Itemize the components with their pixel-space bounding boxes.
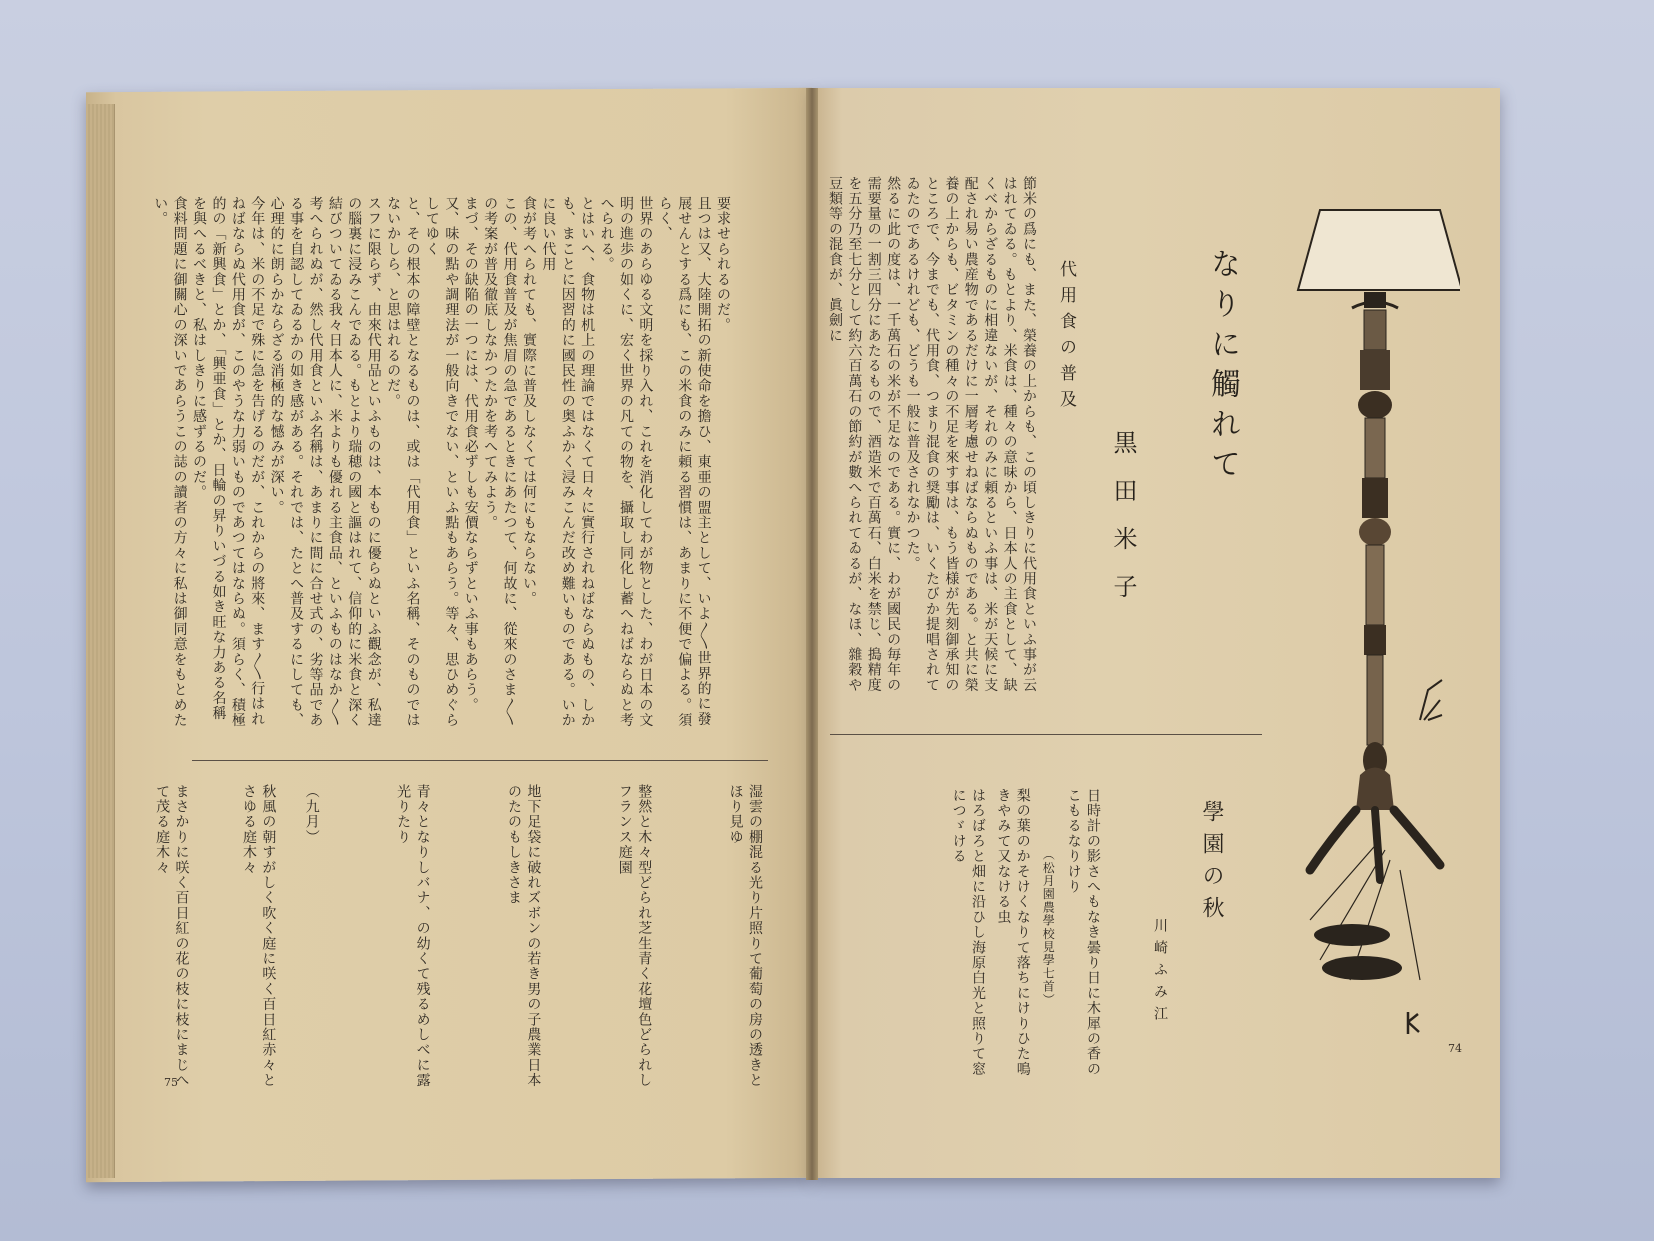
poem-line: 地下足袋に破れズボンの若き男の子農業日本のたのもしきさま bbox=[505, 784, 542, 1088]
paragraph: とはいへ、食物は机上の理論ではなくて日々に實行されねばならぬもの、しかも、まことに因習的に國民性の奥ふかく浸みこんだ改め難いものである。いかに良い代用 bbox=[540, 196, 596, 728]
poem-line: 整然と木々型どられ芝生青く花壇色どられしフランス庭園 bbox=[616, 784, 653, 1088]
page-number-right: 74 bbox=[1448, 1042, 1462, 1055]
divider-line bbox=[192, 760, 768, 761]
poem-line: 日時計の影さへもなき曇り日に木犀の香のこもるなりけり bbox=[1065, 788, 1101, 1077]
poem-line: 梨の葉のかそけくなりて落ちにけりひた鳴きやみて又なける虫 bbox=[995, 788, 1031, 1077]
page-edge-stack bbox=[86, 104, 115, 1178]
article-author: 黒田米子 bbox=[1109, 430, 1137, 622]
poem-note: （松月園農學校見學七首） bbox=[1041, 848, 1056, 1007]
poem-line: 湿雲の棚混る光り片照りて葡萄の房の透きとほり見ゆ bbox=[727, 784, 763, 1088]
paragraph: 世界のあらゆる文明を採り入れ、これを消化してわが物とした、わが日本の文明の進歩の如くに、宏く世界の凡ての物を、攝取し同化し蓄へねばならぬと考へられる。 bbox=[598, 196, 654, 728]
paragraph: まづ、その缺陥の一つには、代用食必ずしも安價ならずといふ事もあらう。又、味の點や調理法が一般向きでない、といふ點もあらう。等々、思ひめぐらしてゆく bbox=[423, 196, 479, 728]
left-article-body bbox=[152, 196, 732, 736]
illustrator-signature bbox=[1404, 1010, 1424, 1036]
paragraph: スフに限らず、由來代用品といふものは、本ものに優らぬといふ觀念が、私達の腦裏に浸みこんでゐる。もとより瑞穂の國と謳はれて、信仰的に米食と深く結びついてゐる我々日本人に、米よりも優れる主食品、といふものはなか〳〵考へられぬが、然し代用食といふ名稱は、あまりに間に合せ式の、劣等品である事を自認してゐるかの如き感がある。それでは、たとへ普及するにしても、心理的に朗らかならざる消極的な憾みが深い。 bbox=[268, 196, 382, 728]
poem-line: はろばろと畑に沿ひし海原白光と照りて窓につゞける bbox=[950, 788, 986, 1077]
lamp-illustration bbox=[1290, 200, 1460, 1050]
paragraph: と、その根本の障壁となるものは、或は「代用食」といふ名稱、そのものではないかしら、と思はれるのだ。 bbox=[385, 196, 421, 728]
poem-title: 學園の秋 bbox=[1199, 800, 1224, 928]
poem-author: 川崎ふみ江 bbox=[1152, 918, 1168, 1028]
paragraph: 今年は、米の不足で殊に急を告げるのだが、これからの將來、ます〳〵行はれねばならぬ代用食が、このやうな力弱いものであつてはならぬ。須らく、積極的の「新興食」とか、「興亜食」とか、日輪の昇りいづる如き旺な力ある名稱を與へるべきと、私はしきりに感ずるのだ。 bbox=[191, 196, 266, 728]
paragraph: この、代用食普及が焦眉の急であるときにあたつて、何故に、從來のさま〳〵の考案が普及徹底しなかつたかを考へてみよう。 bbox=[482, 196, 518, 727]
poem-line: 青々となりしバナ、の幼くて残るめしべに露光りたり bbox=[395, 784, 431, 1088]
page-number-left: 75 bbox=[164, 1076, 178, 1089]
poem-note: （九月） bbox=[303, 784, 320, 845]
paragraph: 要求せられるのだ。 bbox=[715, 196, 731, 333]
divider-line bbox=[830, 734, 1262, 735]
section-heading: 代用食の普及 bbox=[1056, 260, 1076, 416]
poem-line: まさかりに咲く百日紅の花の枝に枝にまじへて茂る庭木々 bbox=[154, 784, 190, 1088]
paragraph: 節米の爲にも、また、榮養の上からも、この頃しきりに代用食といふ事が云はれてゐる。もとより、米食は、種々の意味から、日本人の主食として、缺くべからざるものに相違ないが、それのみに頼るといふ事は、米が天候に支配され易い農産物であるだけに一層考慮せねばならぬものである。と共に榮養の上からも、ビタミンの種々の不足を來す事は、もう皆様が先刻御承知のところで、今までも、代用食、つまり混食の奨勵は、いくたびか提唱されてゐたのであるけれども、どうも一般に普及されなかつた。 bbox=[904, 176, 1037, 693]
article-title: なりに觸れて bbox=[1205, 248, 1240, 488]
paragraph: 且つは又、大陸開拓の新使命を擔ひ、東亜の盟主として、いよ〳〵世界的に發展せんとする爲にも、この米食のみに頼る習慣は、あまりに不便で偏よる。須らく、 bbox=[656, 196, 712, 728]
book-gutter bbox=[806, 88, 818, 1180]
paragraph: 食料問題に御關心の深いであらうこの誌の讀者の方々に私は御同意をもとめたい。 bbox=[152, 196, 188, 728]
right-article-body bbox=[826, 176, 1038, 696]
paragraph: 然るに此の度は、一千萬石の米が不足なのである。實に、わが國民の毎年の需要量の一割三四分にあたるもので、酒造米で百萬石、白米を禁じ、搗精度を五分乃至七分として約六百萬石の節約が數へられてゐるが、なほ、雜穀や豆類等の混食が、眞劍に bbox=[826, 176, 902, 693]
paragraph: 食が考へられても、實際に普及しなくては何にもならない。 bbox=[520, 196, 537, 607]
right-poems bbox=[862, 788, 1102, 1088]
poem-line: 秋風の朝すがしく吹く庭に咲く百日紅赤々とさゆる庭木々 bbox=[240, 784, 277, 1088]
